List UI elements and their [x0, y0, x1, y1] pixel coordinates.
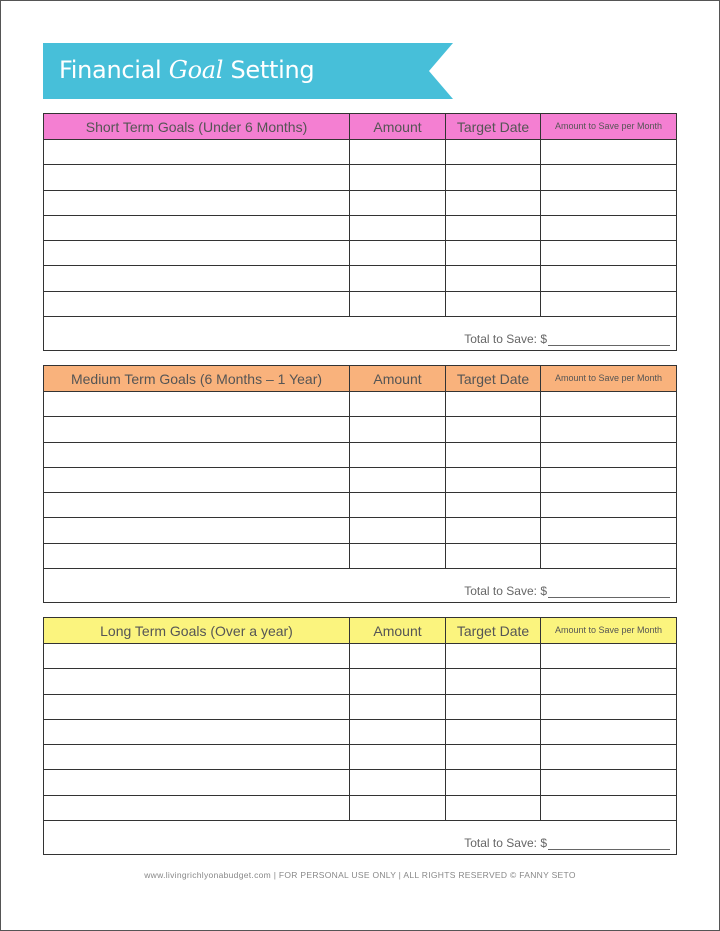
amount-per-month-cell[interactable] — [541, 417, 677, 442]
goal-row — [44, 669, 677, 694]
table-header-row — [44, 618, 677, 644]
target-date-cell[interactable] — [446, 467, 541, 492]
total-row — [44, 821, 677, 855]
amount-cell[interactable] — [350, 190, 446, 215]
total-blank-line[interactable] — [548, 333, 670, 346]
amount-column-header: Amount — [350, 366, 446, 392]
goal-cell[interactable] — [44, 543, 350, 568]
amount-per-month-cell[interactable] — [541, 745, 677, 770]
amount-column-header: Amount — [350, 114, 446, 140]
total-row — [44, 317, 677, 351]
table-header-row — [44, 114, 677, 140]
total-label: Total to Save: — [464, 332, 537, 347]
goal-cell[interactable] — [44, 467, 350, 492]
amount-per-month-cell[interactable] — [541, 190, 677, 215]
goal-cell[interactable] — [44, 417, 350, 442]
total-to-save-field[interactable] — [44, 317, 677, 351]
target-date-cell[interactable] — [446, 417, 541, 442]
amount-cell[interactable] — [350, 694, 446, 719]
goal-row — [44, 165, 677, 190]
goal-row — [44, 518, 677, 543]
title-script-word: Goal — [168, 56, 224, 84]
amount-per-month-cell[interactable] — [541, 770, 677, 795]
amount-per-month-cell[interactable] — [541, 215, 677, 240]
title-part-2: Setting — [223, 56, 315, 84]
goal-cell[interactable] — [44, 215, 350, 240]
goal-row — [44, 467, 677, 492]
goal-row — [44, 417, 677, 442]
short-term-goals-table — [43, 113, 677, 351]
amount-to-save-column-header: Amount to Save per Month — [541, 114, 677, 140]
total-row — [44, 569, 677, 603]
goal-cell[interactable] — [44, 745, 350, 770]
amount-per-month-cell[interactable] — [541, 241, 677, 266]
total-label: Total to Save: — [464, 836, 537, 851]
currency-symbol: $ — [540, 584, 547, 599]
amount-to-save-column-header: Amount to Save per Month — [541, 366, 677, 392]
target-date-cell[interactable] — [446, 140, 541, 165]
target-date-column-header: Target Date — [446, 114, 541, 140]
goal-row — [44, 215, 677, 240]
amount-per-month-cell[interactable] — [541, 795, 677, 820]
total-blank-line[interactable] — [548, 837, 670, 850]
goal-cell[interactable] — [44, 770, 350, 795]
section-title: Short Term Goals (Under 6 Months) — [44, 114, 350, 140]
target-date-cell[interactable] — [446, 644, 541, 669]
amount-per-month-cell[interactable] — [541, 518, 677, 543]
amount-cell[interactable] — [350, 392, 446, 417]
goal-cell[interactable] — [44, 241, 350, 266]
goal-cell[interactable] — [44, 795, 350, 820]
amount-per-month-cell[interactable] — [541, 291, 677, 316]
amount-cell[interactable] — [350, 291, 446, 316]
goal-cell[interactable] — [44, 140, 350, 165]
amount-cell[interactable] — [350, 543, 446, 568]
amount-cell[interactable] — [350, 165, 446, 190]
target-date-cell[interactable] — [446, 543, 541, 568]
title-part-1: Financial — [59, 56, 169, 84]
currency-symbol: $ — [540, 332, 547, 347]
currency-symbol: $ — [540, 836, 547, 851]
amount-cell[interactable] — [350, 215, 446, 240]
amount-cell[interactable] — [350, 241, 446, 266]
amount-per-month-cell[interactable] — [541, 644, 677, 669]
target-date-cell[interactable] — [446, 518, 541, 543]
target-date-cell[interactable] — [446, 215, 541, 240]
goal-cell[interactable] — [44, 165, 350, 190]
target-date-cell[interactable] — [446, 392, 541, 417]
amount-cell[interactable] — [350, 795, 446, 820]
goal-cell[interactable] — [44, 518, 350, 543]
goal-row — [44, 770, 677, 795]
section-title: Long Term Goals (Over a year) — [44, 618, 350, 644]
target-date-cell[interactable] — [446, 241, 541, 266]
amount-cell[interactable] — [350, 719, 446, 744]
goal-row — [44, 493, 677, 518]
amount-per-month-cell[interactable] — [541, 493, 677, 518]
goal-row — [44, 644, 677, 669]
target-date-cell[interactable] — [446, 266, 541, 291]
goal-cell[interactable] — [44, 644, 350, 669]
target-date-cell[interactable] — [446, 795, 541, 820]
total-label: Total to Save: — [464, 584, 537, 599]
goal-cell[interactable] — [44, 442, 350, 467]
goal-cell[interactable] — [44, 190, 350, 215]
target-date-cell[interactable] — [446, 770, 541, 795]
amount-per-month-cell[interactable] — [541, 266, 677, 291]
amount-cell[interactable] — [350, 417, 446, 442]
amount-cell[interactable] — [350, 266, 446, 291]
goal-cell[interactable] — [44, 392, 350, 417]
amount-cell[interactable] — [350, 518, 446, 543]
goal-cell[interactable] — [44, 669, 350, 694]
target-date-cell[interactable] — [446, 719, 541, 744]
goal-row — [44, 190, 677, 215]
amount-cell[interactable] — [350, 467, 446, 492]
target-date-cell[interactable] — [446, 694, 541, 719]
goal-row — [44, 694, 677, 719]
medium-term-goals-table — [43, 365, 677, 603]
goal-row — [44, 543, 677, 568]
target-date-cell[interactable] — [446, 493, 541, 518]
amount-cell[interactable] — [350, 493, 446, 518]
amount-per-month-cell[interactable] — [541, 442, 677, 467]
amount-per-month-cell[interactable] — [541, 467, 677, 492]
amount-cell[interactable] — [350, 669, 446, 694]
goal-row — [44, 291, 677, 316]
target-date-column-header: Target Date — [446, 618, 541, 644]
amount-cell[interactable] — [350, 644, 446, 669]
amount-column-header: Amount — [350, 618, 446, 644]
target-date-cell[interactable] — [446, 291, 541, 316]
page-title — [59, 56, 314, 84]
total-to-save-field[interactable] — [44, 569, 677, 603]
goal-row — [44, 241, 677, 266]
target-date-cell[interactable] — [446, 745, 541, 770]
amount-per-month-cell[interactable] — [541, 392, 677, 417]
amount-cell[interactable] — [350, 140, 446, 165]
goal-row — [44, 719, 677, 744]
goal-cell[interactable] — [44, 291, 350, 316]
target-date-cell[interactable] — [446, 442, 541, 467]
target-date-column-header: Target Date — [446, 366, 541, 392]
amount-per-month-cell[interactable] — [541, 165, 677, 190]
section-title: Medium Term Goals (6 Months – 1 Year) — [44, 366, 350, 392]
amount-per-month-cell[interactable] — [541, 669, 677, 694]
amount-per-month-cell[interactable] — [541, 694, 677, 719]
table-header-row — [44, 366, 677, 392]
goal-cell[interactable] — [44, 493, 350, 518]
goal-row — [44, 140, 677, 165]
amount-per-month-cell[interactable] — [541, 140, 677, 165]
amount-cell[interactable] — [350, 770, 446, 795]
amount-cell[interactable] — [350, 442, 446, 467]
long-term-goals-table — [43, 617, 677, 855]
goal-cell[interactable] — [44, 266, 350, 291]
target-date-cell[interactable] — [446, 669, 541, 694]
goal-row — [44, 745, 677, 770]
total-blank-line[interactable] — [548, 585, 670, 598]
amount-per-month-cell[interactable] — [541, 543, 677, 568]
goal-row — [44, 392, 677, 417]
target-date-cell[interactable] — [446, 190, 541, 215]
goal-cell[interactable] — [44, 719, 350, 744]
title-banner — [43, 43, 453, 99]
goal-cell[interactable] — [44, 694, 350, 719]
amount-cell[interactable] — [350, 745, 446, 770]
target-date-cell[interactable] — [446, 165, 541, 190]
footer-credits: www.livingrichlyonabudget.com | FOR PERSONAL USE ONLY | ALL RIGHTS RESERVED © FANNY SETO — [144, 870, 576, 880]
amount-to-save-column-header: Amount to Save per Month — [541, 618, 677, 644]
goal-row — [44, 795, 677, 820]
goal-row — [44, 442, 677, 467]
amount-per-month-cell[interactable] — [541, 719, 677, 744]
total-to-save-field[interactable] — [44, 821, 677, 855]
goal-row — [44, 266, 677, 291]
